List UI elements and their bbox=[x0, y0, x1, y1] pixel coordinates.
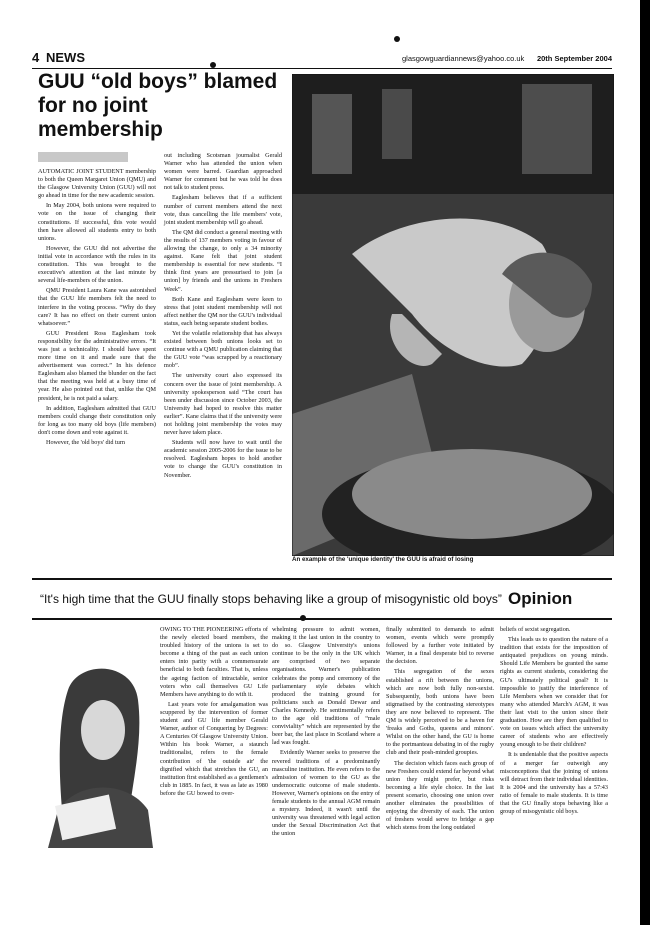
paragraph: AUTOMATIC JOINT STUDENT membership to both the Queen Margaret Union (QMU) and the Glasgow University Union (GUU) will not go ahead in time for the new academic session. bbox=[38, 168, 156, 200]
byline-bar bbox=[38, 152, 128, 162]
paragraph: The QM did conduct a general meeting with the results of 137 members voting in favour of allowing the change, to only a 34 minority against. Kane felt that joint student membership is essential for new students. “I think first years are pressurised to join [a union] by friends and the unions in Freshers Week”. bbox=[164, 228, 282, 293]
header-dot bbox=[394, 36, 400, 42]
paragraph: finally submitted to demands to admit women, events which were promptly followed by a further vote initiated by Warner, in a final desperate bid to reverse the decision. bbox=[386, 626, 494, 666]
paragraph: However, the 'old boys' did turn bbox=[46, 439, 125, 446]
paragraph: This segregation of the sexes established a rift between the unions, which are now both fully non-sexist. Subsequently, both unions have been stigmatised by the contrasting stereotypes they are now believed to represent. The QM is widely perceived to be a haven for 'freaks and Goths, queens and minors'. Whilst on the other hand, the GU is home to the portmanteau debating in of the rugby club and their posh-minded groupies. bbox=[386, 668, 494, 757]
opinion-column-1 bbox=[160, 626, 268, 800]
header-dot bbox=[210, 62, 216, 68]
section-title: NEWS bbox=[46, 50, 85, 65]
opinion-column-2 bbox=[272, 626, 380, 840]
news-photo bbox=[292, 74, 614, 556]
paragraph: It is undeniable that the positive aspects of a merger far outweigh any misconceptions that the joining of unions will detract from their individual identities. It is 2004 and the university has a 57:43 ratio of female to male students. It is time that the GU finally stops behaving like a group of misogynistic old boys. bbox=[500, 751, 608, 816]
paragraph: Students will now have to wait until the academic session 2005-2006 for the issue to be resolved. Eaglesham hopes to hold another vote to change the GUU's constitution in November. bbox=[164, 439, 282, 479]
paragraph: In May 2004, both unions were required to vote on the issue of changing their constitutions. If successful, this vote would then have allowed all students entry to both unions. bbox=[38, 202, 156, 242]
paragraph: In addition, Eaglesham admitted that GUU members could change their constitution only for long as too many old boys (life members) don't come down and vote against it. bbox=[38, 404, 156, 436]
paragraph: The decision which faces each group of new Freshers could extend far beyond what union they might prefer, but risks becoming a life style choice. In the last present scenario, choosing one union over another eliminates the possibilities of enjoying the diversity of each. The union of freshers would serve to bridge a gap which stems from the long outdated bbox=[386, 759, 494, 832]
paragraph: GUU President Ross Eaglesham took responsibility for the administrative errors. “It was just a technicality. I should have spent more time on it and made sure that the advertisement was correct.” In his defence Eaglesham also blamed the blunder on the fact that the meeting was held at a busy time of year. He also pointed out that, unlike the QM president, he is not paid a salary. bbox=[38, 329, 156, 402]
paragraph: Yet the volatile relationship that has always existed between both unions looks set to continue with a QMU publication claiming that the GUU vote “was scrapped by a reactionary mob”. bbox=[164, 329, 282, 370]
paragraph: beliefs of sexist segregation. bbox=[500, 626, 571, 633]
paragraph: The university court also expressed its concern over the issue of joint membership. A university spokesperson said “The court has been under discussion since October 2003, the University had hoped to resolve this matter earlier”. Kane claims that if the university were not holding joint membership the votes may never have taken place. bbox=[164, 372, 282, 437]
paragraph: This leads us to question the nature of a tradition that exists for the imposition of antiquated prejudices on young minds. Should Life Members be granted the same rights as current students, considering the GU's ultimately political goal? It is impossible to justify the interference of Life Members when we consider that for many who attended March's AGM, it was their last visit to the union since their graduation. How are they then qualified to vote on issues which affect the university career of students who are effectively young enough to be their children? bbox=[500, 636, 608, 749]
scan-edge bbox=[640, 0, 650, 925]
article-column-2 bbox=[164, 152, 282, 482]
columnist-portrait bbox=[38, 660, 153, 848]
issue-date: 20th September 2004 bbox=[536, 54, 612, 63]
paragraph: Evidently Warner seeks to preserve the revered traditions of a predominantly masculine institution. He even refers to the admission of women to the GU as the undemocratic outcome of male students. However, Warner's opinions on the entry of female students to the annual AGM remain a mystery. Indeed, it wasn't until the university was threatened with legal action under the Sexual Discrimination Act that the union bbox=[272, 749, 380, 838]
article-column-1 bbox=[38, 168, 156, 449]
paragraph: out including Scotsman journalist Gerald Warner who has attended the union when women were barred. Guardian approached Warner for comment but he was told he does not talk to student press. bbox=[164, 152, 282, 192]
section-dot bbox=[300, 615, 306, 621]
contact-email: glasgowguardiannews@yahoo.co.uk bbox=[402, 54, 525, 63]
paragraph: QMU President Laura Kane was astonished that the GUU life members felt the need to interfere in the voting process. “Why do they care? It has no effect on their current union whatsoever.” bbox=[38, 287, 156, 327]
page-number: 4 bbox=[32, 50, 40, 65]
opinion-label: Opinion bbox=[508, 589, 573, 608]
paragraph: whelming pressure to admit women, making it the last union in the country to do so. Glasgow University's unions continue to be the only in the UK which are comprised of two separate organisations. Warner's publication celebrates the pomp and ceremony of the parliamentary style debates which produced the training ground for politicians such as Donald Dewar and Charles Kennedy. He sentimentally refers to the age old traditions of “male conviviality” which are represented by the beer bar, the last place in Scotland where a lad was fought. bbox=[272, 626, 380, 747]
paragraph: Both Kane and Eaglesham were keen to stress that joint student membership will not affect neither the QM nor the GUU's individual status, each being separate student bodies. bbox=[164, 295, 282, 327]
pull-quote: “It's high time that the GUU finally stops behaving like a group of misogynistic old boys” bbox=[40, 592, 502, 606]
paragraph: Eaglesham believes that if a sufficient number of current members attend the next vote, thus cancelling the life members' vote, joint student membership will go ahead. bbox=[164, 194, 282, 226]
divider bbox=[32, 618, 612, 620]
photo-caption: An example of the 'unique identity' the GUU is afraid of losing bbox=[292, 556, 474, 563]
divider bbox=[32, 578, 612, 580]
paragraph: OWING TO THE PIONEERING efforts of the newly elected board members, the troubled history of the unions is set to become a thing of the past as each union enters into parity with a commensurate beneficial to both faculties. That is, unless the ageing faction of intractable, senior voters who call themselves GU Life Members have anything to do with it. bbox=[160, 626, 268, 698]
opinion-column-4 bbox=[500, 626, 608, 818]
opinion-column-3 bbox=[386, 626, 494, 834]
headline: GUU “old boys” blamed for no joint membership bbox=[38, 70, 278, 141]
paragraph: However, the GUU did not advertise the initial vote in accordance with the rules in its constitution. This was brought to the executive's attention at the last minute by several life-members of the union. bbox=[38, 244, 156, 285]
paragraph: Last years vote for amalgamation was scuppered by the intervention of former student and GU life member Gerald Warner, author of Conquering by Degrees: A Centuries Of Glasgow University Union. Within his book Warner, a staunch traditionalist, refers to the female contribution of 'the outside air' the dignified which that stretches the GU, an institution first established as a gentlemen's club in 1885. In fact, it was as late as 1980 before the GU bowed to over- bbox=[160, 700, 268, 797]
page-header bbox=[32, 48, 612, 69]
